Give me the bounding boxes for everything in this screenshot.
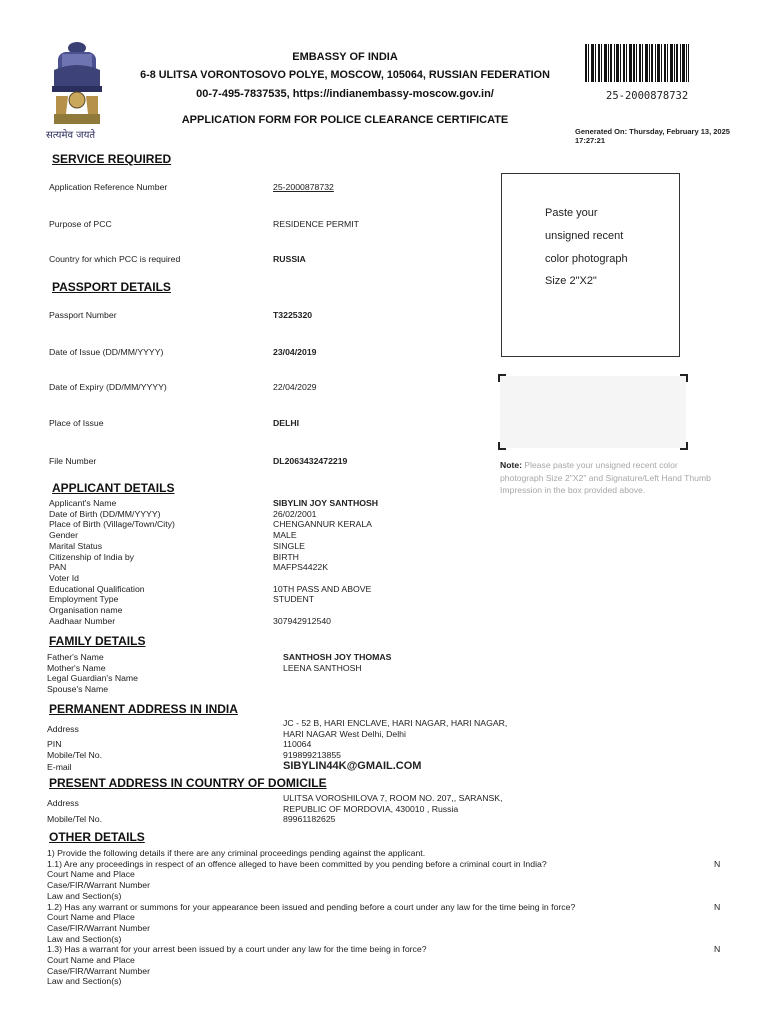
- q1-law-label: Law and Section(s): [47, 890, 122, 901]
- value-email: SIBYLIN44K@GMAIL.COM: [283, 760, 422, 772]
- label-applicant-name: Applicant's Name: [49, 498, 117, 508]
- q3-court-label: Court Name and Place: [47, 955, 135, 966]
- section-service-required: SERVICE REQUIRED: [52, 152, 172, 166]
- label-date-of-expiry: Date of Expiry (DD/MM/YYYY): [49, 382, 167, 392]
- other-intro: 1) Provide the following details if there are any criminal proceedings pending against the applicant.: [47, 848, 426, 858]
- question-1-3: 1.3) Has a warrant for your arrest been issued by a court under any law for the time being in force?: [47, 944, 427, 955]
- value-voter-id: [273, 573, 378, 584]
- label-place-of-birth: Place of Birth (Village/Town/City): [49, 519, 175, 530]
- q2-law-label: Law and Section(s): [47, 933, 122, 944]
- label-email: E-mail: [47, 762, 72, 772]
- value-education: 10TH PASS AND ABOVE: [273, 583, 372, 594]
- crop-corner-top-right: [680, 374, 688, 382]
- signature-thumb-area: [500, 376, 686, 448]
- crop-corner-top-left: [498, 374, 506, 382]
- applicant-values: [273, 498, 378, 626]
- label-purpose: Purpose of PCC: [49, 219, 112, 229]
- barcode-number: 25-2000878732: [606, 90, 689, 102]
- label-mother-name: Mother's Name: [47, 662, 106, 673]
- question-1-2: 1.2) Has any warrant or summons for your appearance been issued and pending before a court under any law for the time being in force?: [47, 901, 576, 912]
- section-passport-details: PASSPORT DETAILS: [52, 280, 171, 294]
- value-place-of-issue: DELHI: [273, 418, 300, 428]
- value-permanent-address: [283, 718, 507, 739]
- value-applicant-name: SIBYLIN JOY SANTHOSH: [273, 498, 379, 508]
- label-pin: PIN: [47, 739, 62, 749]
- value-citizenship: BIRTH: [273, 551, 299, 562]
- family-labels: [47, 652, 138, 695]
- label-pan: PAN: [49, 562, 67, 573]
- photo-note: [500, 459, 718, 497]
- present-address-line1: ULITSA VOROSHILOVA 7, ROOM NO. 207,, SARANSK,: [283, 793, 503, 803]
- value-marital-status: SINGLE: [273, 540, 305, 551]
- label-present-mobile: Mobile/Tel No.: [47, 814, 103, 824]
- q1-case-label: Case/FIR/Warrant Number: [47, 880, 150, 891]
- emblem-motto: सत्यमेव जयते: [46, 130, 96, 141]
- value-father-name: SANTHOSH JOY THOMAS: [283, 652, 392, 662]
- form-title: APPLICATION FORM FOR POLICE CLEARANCE CERTIFICATE: [181, 114, 509, 126]
- value-place-of-birth: CHENGANNUR KERALA: [273, 519, 372, 530]
- embassy-contact: 00-7-495-7837535, https://indianembassy-moscow.gov.in/: [196, 88, 494, 100]
- label-country: Country for which PCC is required: [49, 254, 181, 264]
- q3-case-label: Case/FIR/Warrant Number: [47, 965, 150, 976]
- label-citizenship: Citizenship of India by: [49, 551, 134, 562]
- section-other-details: OTHER DETAILS: [49, 830, 145, 844]
- value-present-mobile: 89961182625: [283, 814, 336, 824]
- photo-paste-box: [501, 173, 680, 357]
- label-date-of-birth: Date of Birth (DD/MM/YYYY): [49, 508, 161, 519]
- q1-court-label: Court Name and Place: [47, 869, 135, 880]
- value-mother-name: LEENA SANTHOSH: [283, 662, 362, 673]
- value-date-of-issue: 23/04/2019: [273, 347, 317, 357]
- label-gender: Gender: [49, 530, 78, 541]
- label-present-address: Address: [47, 798, 79, 808]
- label-father-name: Father's Name: [47, 652, 104, 662]
- value-file-number: DL2063432472219: [273, 456, 348, 466]
- value-pin: 110064: [283, 739, 312, 749]
- section-family-details: FAMILY DETAILS: [49, 634, 146, 648]
- photo-instruction-line1: Paste your: [545, 207, 598, 219]
- note-label: Note:: [500, 460, 522, 470]
- value-country: RUSSIA: [273, 254, 306, 264]
- photo-instruction-line4: Size 2"X2": [545, 275, 597, 287]
- crop-corner-bottom-left: [498, 442, 506, 450]
- answer-1-1: N: [714, 859, 721, 869]
- photo-instruction-line3: color photograph: [545, 253, 628, 265]
- value-date-of-birth: 26/02/2001: [273, 508, 317, 519]
- label-education: Educational Qualification: [49, 583, 145, 594]
- value-date-of-expiry: 22/04/2029: [273, 382, 317, 392]
- label-marital-status: Marital Status: [49, 540, 103, 551]
- answer-1-3: N: [714, 944, 721, 954]
- label-passport-number: Passport Number: [49, 310, 117, 320]
- answer-1-2: N: [714, 902, 721, 912]
- label-permanent-address: Address: [47, 724, 79, 734]
- q2-case-label: Case/FIR/Warrant Number: [47, 922, 150, 933]
- label-spouse-name: Spouse's Name: [47, 684, 109, 695]
- section-permanent-address: PERMANENT ADDRESS IN INDIA: [49, 702, 238, 716]
- section-applicant-details: APPLICANT DETAILS: [52, 481, 175, 495]
- present-address-line2: REPUBLIC OF MORDOVIA, 430010 , Russia: [283, 803, 459, 814]
- family-values: [283, 652, 391, 673]
- q2-court-label: Court Name and Place: [47, 912, 135, 923]
- value-permanent-mobile: 919899213855: [283, 750, 341, 760]
- applicant-labels: [49, 498, 175, 626]
- value-pan: MAFPS4422K: [273, 562, 329, 573]
- label-reference-number: Application Reference Number: [49, 182, 168, 192]
- value-purpose: RESIDENCE PERMIT: [273, 219, 359, 229]
- label-file-number: File Number: [49, 456, 97, 466]
- value-gender: MALE: [273, 530, 297, 541]
- value-reference-number: 25-2000878732: [273, 182, 334, 192]
- national-emblem-icon: [44, 40, 110, 144]
- value-aadhaar: 307942912540: [273, 615, 331, 626]
- other-details-body: [47, 848, 707, 987]
- barcode-icon: [585, 44, 689, 82]
- embassy-address: 6-8 ULITSA VORONTOSOVO POLYE, MOSCOW, 105064, RUSSIAN FEDERATION: [140, 69, 550, 81]
- value-organisation: [273, 605, 378, 616]
- photo-instruction-line2: unsigned recent: [545, 230, 624, 242]
- permanent-address-line1: JC - 52 B, HARI ENCLAVE, HARI NAGAR, HARI NAGAR,: [283, 718, 508, 728]
- question-1-1: 1.1) Are any proceedings in respect of an offence alleged to have been committed by you pending before a criminal court in India?: [47, 858, 547, 869]
- label-place-of-issue: Place of Issue: [49, 418, 104, 428]
- embassy-name: EMBASSY OF INDIA: [292, 51, 398, 63]
- q3-law-label: Law and Section(s): [47, 976, 122, 987]
- label-date-of-issue: Date of Issue (DD/MM/YYYY): [49, 347, 164, 357]
- crop-corner-bottom-right: [680, 442, 688, 450]
- label-permanent-mobile: Mobile/Tel No.: [47, 750, 103, 760]
- note-text: Please paste your unsigned recent color photograph Size 2"X2" and Signature/Left Hand Thumb Impression in the box provided above.: [500, 460, 711, 495]
- value-present-address: [283, 793, 503, 814]
- permanent-address-line2: HARI NAGAR West Delhi, Delhi: [283, 728, 406, 739]
- label-employment-type: Employment Type: [49, 594, 119, 605]
- value-employment-type: STUDENT: [273, 594, 315, 605]
- label-voter-id: Voter Id: [49, 572, 79, 583]
- section-present-address: PRESENT ADDRESS IN COUNTRY OF DOMICILE: [49, 776, 327, 790]
- label-guardian-name: Legal Guardian's Name: [47, 673, 138, 684]
- label-aadhaar: Aadhaar Number: [49, 615, 116, 626]
- label-organisation: Organisation name: [49, 605, 123, 616]
- generated-on: Generated On: Thursday, February 13, 2025 17:27:21: [575, 127, 730, 145]
- value-passport-number: T3225320: [273, 310, 313, 320]
